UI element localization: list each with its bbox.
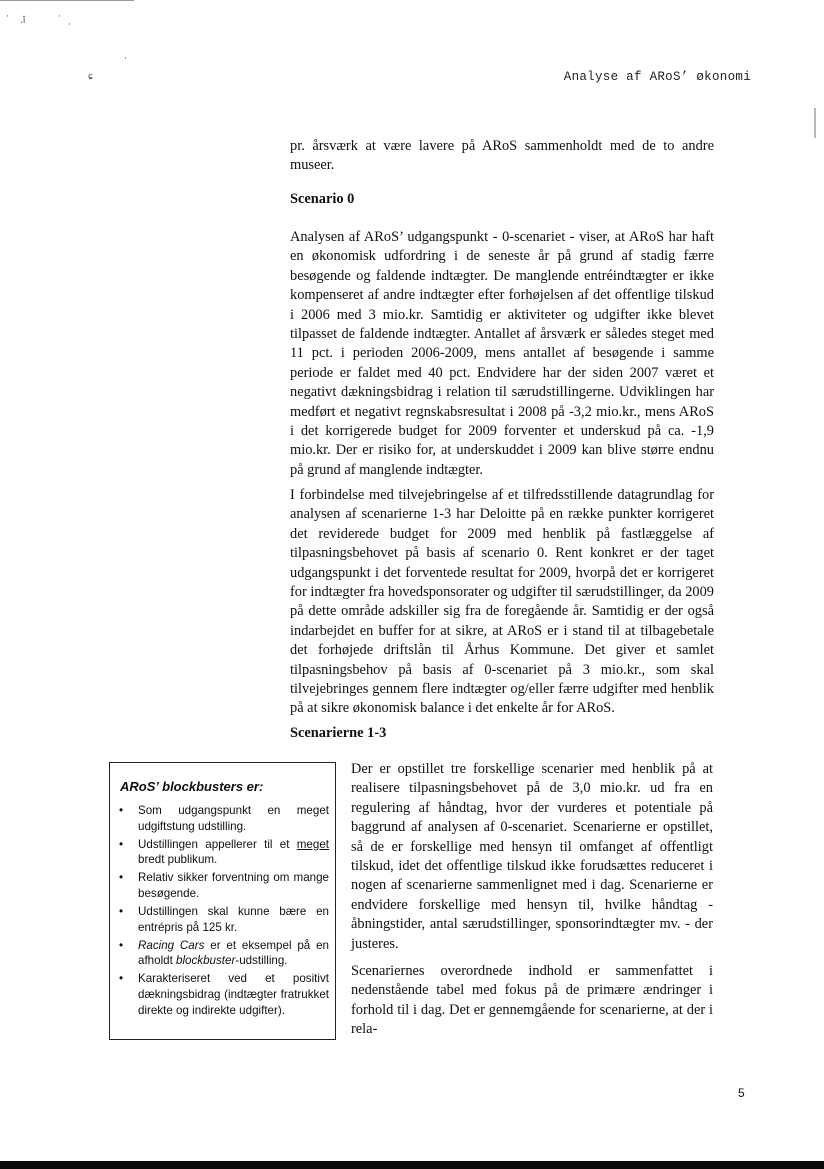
list-item-text: bredt publikum. <box>138 853 218 867</box>
list-item <box>119 803 329 834</box>
intro-paragraph <box>290 137 714 176</box>
list-item <box>119 971 329 1018</box>
scan-edge-mark <box>814 108 816 138</box>
scan-top-rule <box>0 0 134 1</box>
list-item <box>119 837 329 868</box>
heading-scenarios-1-3: Scenarierne 1-3 <box>290 725 387 741</box>
underlined-word: meget <box>296 837 329 851</box>
list-item <box>119 904 329 935</box>
scan-speck: · <box>6 12 9 22</box>
scan-speck: ɕ <box>88 72 93 82</box>
heading-scenario-0: Scenario 0 <box>290 191 355 207</box>
scan-speck: · <box>68 20 71 30</box>
list-item-text: er et eksempel på en afholdt <box>138 938 329 968</box>
list-item-text: Relativ sikker forventning om mange besøgende. <box>138 871 329 900</box>
intro-text: pr. årsværk at være lavere på ARoS sammenholdt med de to andre museer. <box>290 138 714 174</box>
italic-term: blockbuster <box>176 954 236 968</box>
list-item-text: Udstillingen skal kunne bære en entrépris på 125 kr. <box>138 905 329 934</box>
list-item-text: -udstilling. <box>235 954 288 968</box>
list-item <box>119 870 329 901</box>
scan-speck: · <box>124 54 127 64</box>
italic-title: Racing Cars <box>138 938 205 952</box>
scenarios-paragraph-1 <box>351 760 713 954</box>
bullet-icon: • <box>119 837 124 851</box>
running-header: Analyse af ARoS’ økonomi <box>563 70 751 84</box>
list-item-text: Udstillingen appellerer til et <box>138 837 297 851</box>
scan-speck: · <box>58 12 61 22</box>
bullet-icon: • <box>119 905 124 919</box>
scenarios-text-2: Scenariernes overordnede indhold er sammenfattet i nedenstående tabel med fokus på de primære ændringer i forhold til i dag. Det er gennemgående for scenarierne, at der i rela- <box>351 963 713 1038</box>
scenario0-paragraph-2 <box>290 486 714 719</box>
list-item-text: Som udgangspunkt en meget udgiftstung udstilling. <box>138 804 329 833</box>
bullet-icon: • <box>119 972 124 986</box>
scenario0-text-2: I forbindelse med tilvejebringelse af et tilfredsstillende datagrundlag for analysen af scenarierne 1-3 har Deloitte på en række punkter korrigeret det reviderede budget for 2009 med henblik på fastlæggelse af tilpasningsbehovet på basis af scenario 0. Rent konkret er der taget udgangspunkt i det forventede resultat for 2009, hvorpå det er korrigeret for indtægter fra hovedsponsorater og udgifter til særudstillinger, da 2009 på dette område adskiller sig fra de foregående år. Samtidig er der også indarbejdet en buffer for at sikre, at ARoS er i stand til at tilbagebetale det forhøjede driftslån til Århus Kommune. Det giver et samlet tilpasningsbehov på basis af 0-scenariet på 3 mio.kr., som skal tilvejebringes gennem flere indtægter og/eller færre udgifter med henblik på at sikre økonomisk balance i det enkelte år for ARoS. <box>290 487 714 717</box>
blockbusters-list <box>119 803 329 1021</box>
bullet-icon: • <box>119 938 124 952</box>
blockbusters-box <box>109 762 336 1040</box>
list-item-text: Karakteriseret ved et positivt dækningsbidrag (indtægter fratrukket direkte og indirekte udgifter). <box>138 972 329 1017</box>
scenarios-paragraph-2 <box>351 962 713 1040</box>
bullet-icon: • <box>119 804 124 817</box>
scan-bottom-edge <box>0 1161 824 1169</box>
list-item <box>119 938 329 969</box>
scan-speck: .ǐ <box>20 16 26 26</box>
box-title: ARoS’ blockbusters er: <box>120 779 264 794</box>
page-number: 5 <box>738 1086 745 1100</box>
scenarios-text-1: Der er opstillet tre forskellige scenarier med henblik på at realisere tilpasningsbehovet på de 3,0 mio.kr. ud fra en regulering af håndtag, hvor der vurderes et potentiale på baggrund af analysen af 0-scenariet. Scenarierne er opstillet, så de er forskellige med hensyn til omfanget af offentligt tilskud, idet det offentlige tilskud ikke forudsættes reduceret i nogen af scenarierne sammenlignet med i dag. Scenarierne er endvidere forskellige med hensyn til, hvilke håndtag - åbningstider, antal særudstillinger, sponsorindtægter mv. - der justeres. <box>351 761 713 952</box>
scenario0-paragraph-1 <box>290 228 714 480</box>
scenario0-text-1: Analysen af ARoS’ udgangspunkt - 0-scenariet - viser, at ARoS har haft en økonomisk udfordring i de seneste år på grund af stadig færre besøgende og faldende indtægter. De manglende entréindtægter er ikke kompenseret af andre indtægter efter forhøjelsen af det offentlige tilskud i 2006 med 3 mio.kr. Samtidig er aktiviteter og udgifter ikke blevet tilpasset de faldende indtægter. Antallet af årsværk er således steget med 11 pct. i perioden 2006-2009, mens antallet af besøgende i samme periode er faldet med 40 pct. Endvidere har der siden 2007 været et negativt dækningsbidrag i relation til særudstillingerne. Udviklingen har medført et negativt regnskabsresultat i 2008 på -3,2 mio.kr., mens ARoS i det korrigerede budget for 2009 forventer et underskud på ca. -1,9 mio.kr. Der er risiko for, at underskuddet i 2009 kan blive større endnu på grund af manglende indtægter. <box>290 229 714 478</box>
bullet-icon: • <box>119 871 124 885</box>
